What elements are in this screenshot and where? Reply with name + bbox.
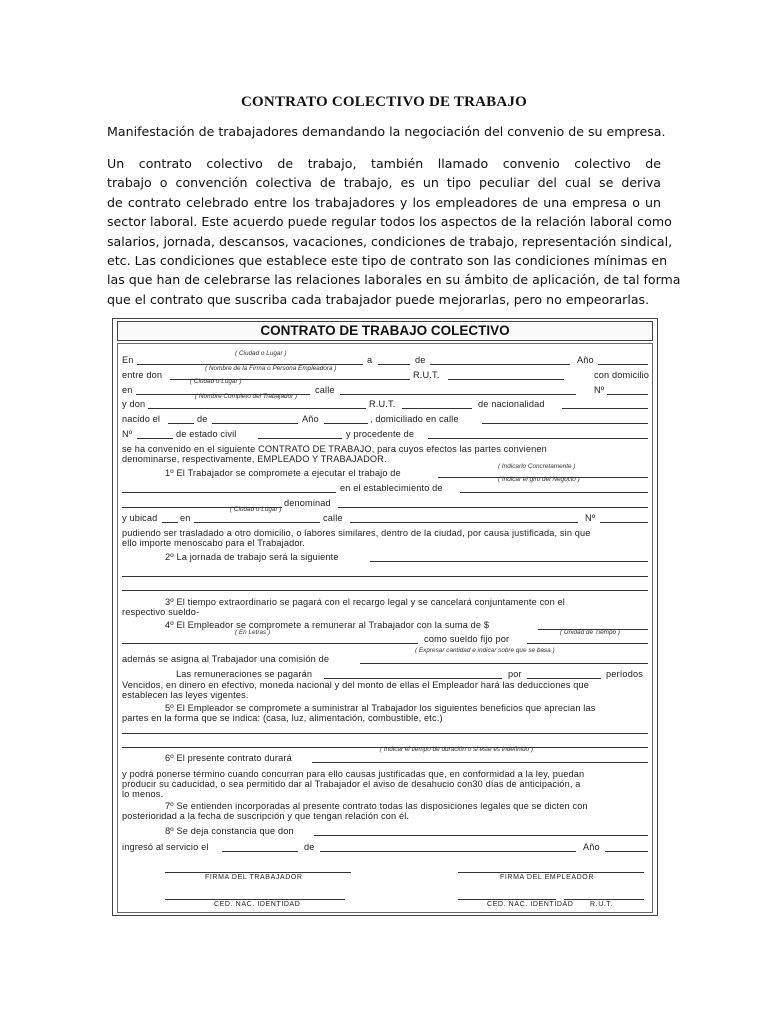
- clause-8-text: 8º Se deja constancia que don: [165, 826, 294, 836]
- label-en: En: [122, 355, 134, 365]
- blank-suma-letras: [122, 643, 418, 644]
- blank-rut: [448, 379, 564, 380]
- blank-ubicad-ciudad: [194, 522, 320, 523]
- blank-ingreso-anio: [605, 851, 648, 852]
- clause-5-text: 5º El Empleador se compromete a suministrar al Trabajador los siguientes beneficios que aprecian las: [165, 703, 596, 713]
- text-partes: partes en la forma que se indica: (casa, luz, alimentación, combustible, etc.): [122, 713, 443, 723]
- hint-indicarlo: ( Indicarlo Concretamente ): [498, 463, 576, 470]
- blank-mes: [430, 364, 570, 365]
- label-comision: además se asigna al Trabajador una comisión de: [122, 654, 330, 664]
- blank-establecimiento: [460, 492, 648, 493]
- id-line-empleador: [458, 899, 556, 900]
- blank-dia: [378, 364, 410, 365]
- label-remuneraciones: Las remuneraciones se pagarán: [176, 669, 313, 679]
- blank-anio: [598, 364, 648, 365]
- label-denominad: denominad: [284, 498, 331, 508]
- hint-giro-negocio: ( Indicar el giro del Negocio ): [498, 476, 580, 483]
- blank-num-2: [137, 438, 173, 439]
- clause-1-text: 1º El Trabajador se compromete a ejecutar el trabajo de: [165, 468, 401, 478]
- blank-ubicad: [162, 522, 178, 523]
- label-establecimiento: en el establecimiento de: [340, 483, 443, 493]
- label-entre-don: entre don: [122, 370, 163, 380]
- text-denominarse: denominarse, respectivamente, EMPLEADO Y TRABAJADOR.: [122, 454, 387, 464]
- clause-6-text: 6º El presente contrato durará: [165, 753, 292, 763]
- label-ingreso: ingresó al servicio el: [122, 842, 209, 852]
- label-a: a: [367, 355, 373, 365]
- label-anio: Año: [577, 355, 594, 365]
- label-en-3: en: [180, 513, 191, 523]
- hint-en-letras: ( En Letras ): [235, 629, 271, 636]
- blank-duracion: [312, 762, 648, 763]
- text-sueldo: respectivo sueldo-: [122, 607, 200, 617]
- intro-line: salarios, jornada, descansos, vacaciones, condiciones de trabajo, representación sindical,: [107, 233, 673, 249]
- hint-nombre-firma: ( Nombre de la Firma o Persona Empleadora ): [205, 365, 337, 372]
- label-num-2: Nº: [122, 429, 133, 439]
- blank-remuneraciones: [324, 678, 502, 679]
- intro-line: trabajo o convención colectiva de trabajo, es un tipo peculiar del cual se deriva: [107, 175, 661, 191]
- intro-line: Un contrato colectivo de trabajo, también llamado convenio colectivo de: [107, 156, 661, 171]
- blank-estado-civil: [258, 438, 342, 439]
- hint-expresar-cantidad: ( Expresar cantidad e indicar sobre que se basa ): [415, 647, 555, 654]
- text-vencidos: Vencidos, en dinero en efectivo, moneda nacional y del monto de ellas el Empleador hará las deducciones que: [122, 680, 590, 690]
- label-con-domicilio: con domicilio: [594, 370, 650, 380]
- clause-7-text: 7º Se entienden incorporadas al presente contrato todas las disposiciones legales que se dicten con: [165, 801, 588, 811]
- label-de: de: [415, 355, 426, 365]
- blank-domicilio: [482, 423, 648, 424]
- text-posterioridad: posterioridad a la fecha de suscripción y que tengan relación con él.: [122, 811, 410, 821]
- label-domiciliado: , domiciliado en calle: [370, 414, 459, 424]
- label-por: por: [508, 669, 522, 679]
- text-trasladado: pudiendo ser trasladado a otro domicilio, o labores similares, dentro de la ciudad, por causa justificada, sin que: [122, 528, 591, 538]
- hint-ciudad-lugar-2: ( Ciudad o Lugar ): [190, 378, 242, 385]
- label-anio-3: Año: [583, 842, 600, 852]
- label-periodos: períodos: [606, 669, 643, 679]
- blank-ingreso-mes: [320, 851, 576, 852]
- blank-nacido-mes: [212, 423, 298, 424]
- blank-nacido-dia: [168, 423, 194, 424]
- text-convenido: se ha convenido en el siguiente CONTRATO DE TRABAJO, para cuyos efectos las partes convienen: [122, 444, 547, 454]
- blank-procedente: [428, 438, 648, 439]
- blank-unidad-tiempo: [527, 643, 648, 644]
- label-rut-2: R.U.T.: [369, 399, 396, 409]
- page-title: CONTRATO COLECTIVO DE TRABAJO: [241, 94, 527, 110]
- hint-tiempo-duracion: ( Indicar el tiempo de duración o si este es indefinido ): [380, 746, 534, 753]
- blank-trabajador: [148, 408, 366, 409]
- id-line-trabajador: [165, 899, 345, 900]
- intro-line: que el contrato que suscriba cada trabajador puede mejorarlas, pero no empeorarlas.: [107, 291, 650, 307]
- label-y-ubicad: y ubicad: [122, 513, 158, 523]
- blank-comision: [360, 663, 648, 664]
- blank-rut-2: [402, 408, 472, 409]
- label-num-3: Nº: [585, 513, 596, 523]
- label-ced-empleador: CED. NAC. IDENTIDAD: [487, 901, 574, 908]
- clause-4-text: 4º El Empleador se compromete a remunerar al Trabajador con la suma de $: [165, 620, 490, 630]
- label-y-don: y don: [122, 399, 146, 409]
- blank-denominad: [338, 507, 648, 508]
- text-menoscabo: ello importe menoscabo para el Trabajador.: [122, 538, 306, 548]
- text-termino: y podrá ponerse término cuando concurran para ello causas justificadas que, en conformidad a la ley, puedan: [122, 769, 585, 779]
- intro-paragraph: [107, 154, 681, 309]
- label-en-2: en: [122, 385, 133, 395]
- hint-ciudad-lugar: ( Ciudad o Lugar ): [235, 350, 287, 357]
- label-num: Nº: [594, 385, 605, 395]
- label-ced-trabajador: CED. NAC. IDENTIDAD: [214, 901, 301, 908]
- label-calle-2: calle: [323, 513, 343, 523]
- clause-2-text: 2º La jornada de trabajo será la siguiente: [165, 552, 339, 562]
- intro-line: sector laboral. Este acuerdo puede regular todos los aspectos de la relación laboral como: [107, 214, 672, 230]
- blank-nacido-anio: [324, 423, 368, 424]
- hint-ciudad-lugar-3: ( Ciudad o Lugar ): [230, 506, 282, 513]
- hint-unidad-tiempo: ( Unidad de Tiempo ): [560, 629, 620, 636]
- blank-jornada: [370, 561, 648, 562]
- label-de-2: de: [197, 414, 208, 424]
- blank-jornada-3: [122, 590, 648, 591]
- label-rut-empleador: R.U.T.: [590, 901, 614, 908]
- text-caducidad: producir su caducidad, o sea permitido dar al Trabajador el aviso de desahucio con30 días de anticipación, a: [122, 779, 581, 789]
- label-firma-trabajador: FIRMA DEL TRABAJADOR: [205, 874, 303, 881]
- label-de-3: de: [304, 842, 315, 852]
- label-anio-2: Año: [302, 414, 319, 424]
- intro-line: las que han de celebrarse las relaciones laborales en su ámbito de aplicación, de tal forma: [107, 272, 681, 288]
- blank-num-3: [600, 522, 648, 523]
- label-rut: R.U.T.: [413, 370, 440, 380]
- signature-line-empleador: [458, 872, 644, 873]
- clause-3-text: 3º El tiempo extraordinario se pagará con el recargo legal y se cancelará conjuntamente con el: [165, 597, 565, 607]
- label-firma-empleador: FIRMA DEL EMPLEADOR: [500, 874, 594, 881]
- subtitle: Manifestación de trabajadores demandando la negociación del convenio de su empresa.: [107, 124, 666, 139]
- label-nacionalidad: de nacionalidad: [478, 399, 545, 409]
- hint-nombre-trabajador: ( Nombre Completo del Trabajador ): [195, 393, 298, 400]
- label-nacido-el: nacido el: [122, 414, 161, 424]
- intro-line: etc. Las condiciones que establece este tipo de contrato son las condiciones mínimas en: [107, 253, 668, 269]
- form-header: CONTRATO DE TRABAJO COLECTIVO: [117, 321, 653, 341]
- blank-trabajo-2: [122, 492, 336, 493]
- text-leyes: establecen las leyes vigentes.: [122, 690, 249, 700]
- text-lo-menos: lo menos.: [122, 789, 164, 799]
- blank-ubicad-calle: [350, 522, 578, 523]
- blank-constancia: [314, 835, 648, 836]
- signature-line-trabajador: [165, 872, 351, 873]
- blank-ingreso-dia: [222, 851, 298, 852]
- intro-line: de contrato celebrado entre los trabajadores y los empleadores de una empresa o un: [107, 194, 661, 210]
- blank-nacionalidad: [562, 408, 648, 409]
- blank-num: [607, 394, 648, 395]
- rut-line-empleador: [564, 899, 644, 900]
- label-estado-civil: de estado civil: [176, 429, 237, 439]
- label-sueldo-fijo: como sueldo fijo por: [424, 634, 510, 644]
- label-procedente: y procedente de: [346, 429, 415, 439]
- blank-calle: [340, 394, 576, 395]
- blank-por: [527, 678, 601, 679]
- blank-beneficios: [122, 733, 648, 734]
- blank-jornada-2: [122, 576, 648, 577]
- label-calle: calle: [315, 385, 335, 395]
